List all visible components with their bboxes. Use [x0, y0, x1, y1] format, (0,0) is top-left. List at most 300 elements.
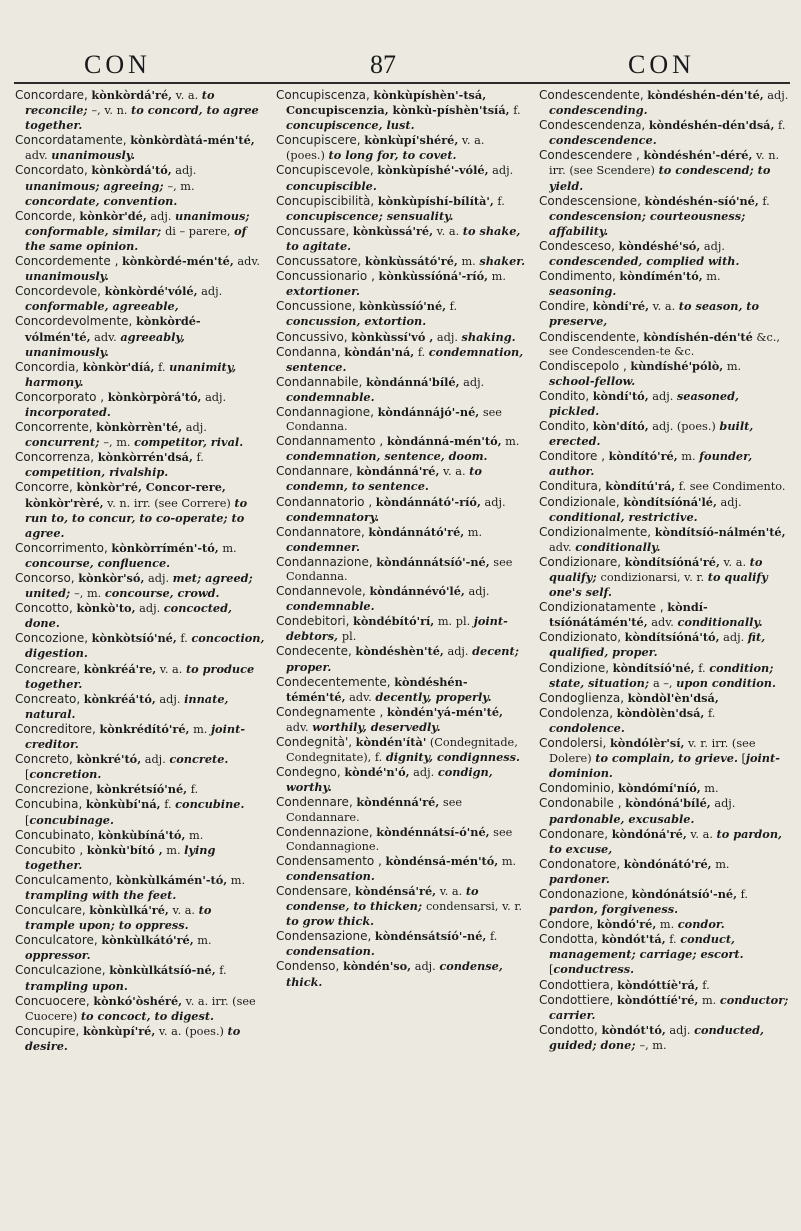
entry-pronunciation: kònkòr'dé, — [79, 208, 147, 223]
entry-pronunciation: kònkòr'díá, — [82, 359, 155, 374]
entry-grammar: f. — [417, 345, 429, 359]
dictionary-entry — [539, 600, 789, 630]
dictionary-entry — [15, 873, 265, 903]
entry-definition: decently, properly. — [375, 689, 492, 704]
dictionary-entry — [539, 887, 789, 917]
entry-headword: Condegnità', — [276, 735, 353, 750]
entry-definition: concupiscible. — [286, 178, 377, 193]
dictionary-entry — [276, 854, 526, 884]
entry-pronunciation: kòndánná'bílé, — [365, 374, 460, 389]
entry-headword: Condenso, — [276, 959, 340, 974]
entry-definition: conductor; carrier. — [549, 992, 789, 1022]
dictionary-entry — [539, 978, 789, 993]
dictionary-entry — [539, 781, 789, 796]
entry-definition: concourse, crowd. — [104, 586, 220, 601]
entry-definition: condescension; courteousness; affability. — [549, 208, 746, 238]
entry-grammar: f. — [180, 632, 192, 646]
entry-grammar: see Condannare. — [286, 796, 463, 824]
dictionary-entry — [539, 359, 789, 389]
entry-headword: Condescendenza, — [539, 118, 646, 133]
entry-headword: Condegno, — [276, 765, 341, 780]
entry-pronunciation: kòndánnévó'lé, — [369, 584, 465, 599]
entry-pronunciation: kòndónátó'ré, — [623, 856, 712, 871]
entry-definition: concretion. — [29, 767, 102, 782]
entry-definition: school-fellow. — [549, 373, 636, 388]
entry-grammar: [ — [737, 752, 746, 766]
entry-definition: to long for, to covet. — [328, 148, 457, 163]
entry-pronunciation: kòndé'n'ó, — [344, 765, 410, 780]
entry-headword: Concubina, — [15, 797, 83, 812]
entry-grammar: see Condanna. — [286, 405, 502, 434]
entry-grammar: –, m. — [103, 436, 135, 450]
entry-pronunciation: kònkùlkámén'-tó, — [115, 872, 228, 887]
entry-grammar: adv. — [286, 720, 313, 734]
entry-grammar: adj. — [139, 602, 164, 616]
entry-definition: joint-dominion. — [549, 751, 780, 781]
entry-pronunciation: kònkòrrímén'-tó, — [111, 540, 219, 555]
entry-definition: seasoning. — [549, 284, 617, 299]
entry-headword: Concupiscevole, — [276, 163, 374, 178]
entry-headword: Condannagione, — [276, 404, 374, 419]
entry-headword: Condottiera, — [539, 977, 614, 992]
dictionary-entry — [15, 692, 265, 722]
entry-pronunciation: kònkùbíná'tó, — [97, 827, 186, 842]
entry-pronunciation: kònkòrrèn'té, — [96, 420, 183, 435]
entry-definition: condolence. — [549, 720, 625, 735]
dictionary-entry — [276, 555, 526, 584]
entry-grammar: adj. — [159, 692, 185, 706]
entry-headword: Condonare, — [539, 826, 609, 841]
entry-definition: agreeably, unanimously. — [25, 329, 185, 359]
dictionary-entry — [15, 284, 265, 314]
entry-headword: Concuocere, — [15, 993, 90, 1008]
entry-pronunciation: kòndénsátsíó'-né, — [374, 929, 487, 944]
entry-definition: trampling upon. — [25, 978, 128, 993]
entry-headword: Concussione, — [276, 299, 356, 314]
entry-grammar: adv. — [25, 149, 52, 163]
dictionary-entry — [15, 163, 265, 208]
entry-definition: pardoner. — [549, 871, 610, 886]
entry-pronunciation: kòndén'so, — [342, 959, 412, 974]
entry-headword: Condotto, — [539, 1022, 598, 1037]
entry-grammar: adj. — [720, 495, 742, 509]
entry-pronunciation: kònkò'to, — [76, 601, 136, 616]
entry-headword: Condito, — [539, 419, 590, 434]
entry-definition: extortioner. — [286, 284, 360, 299]
dictionary-entry — [276, 163, 526, 193]
dictionary-entry — [276, 345, 526, 375]
dictionary-entry — [539, 525, 789, 555]
entry-pronunciation: kòndénsá-mén'tó, — [385, 853, 499, 868]
entry-headword: Condore, — [539, 917, 594, 932]
entry-pronunciation: kònkùssátó'ré, — [364, 254, 458, 269]
dictionary-entry — [539, 706, 789, 736]
entry-pronunciation: kòndítú'rá, — [605, 479, 676, 494]
entry-headword: Concubito , — [15, 842, 84, 857]
entry-headword: Condolersi, — [539, 736, 607, 751]
entry-headword: Condonazione, — [539, 886, 629, 901]
entry-grammar: adj. — [150, 209, 176, 223]
entry-headword: Condottiere, — [539, 992, 614, 1007]
entry-definition: to reconcile; — [25, 88, 215, 118]
dictionary-entry — [276, 269, 526, 299]
entry-definition: of the same opinion. — [25, 223, 247, 253]
dictionary-entry — [539, 993, 789, 1023]
dictionary-entry — [539, 194, 789, 239]
entry-headword: Condiscendente, — [539, 329, 640, 344]
entry-definition: competitor, rival. — [134, 435, 244, 450]
dictionary-entry — [276, 584, 526, 614]
entry-grammar: v. a. — [723, 555, 750, 569]
entry-pronunciation: kònkréá'tó, — [83, 691, 156, 706]
dictionary-entry — [15, 722, 265, 752]
page-number: 87 — [370, 50, 396, 79]
entry-definition: condemnatory. — [286, 509, 380, 524]
entry-pronunciation: kòndítsíóná'tó, — [624, 630, 720, 645]
entry-grammar: di – parere, — [165, 224, 235, 238]
entry-definition: conditionally. — [677, 615, 763, 630]
entry-grammar: adj. (poes.) — [652, 420, 720, 434]
entry-definition: upon condition. — [676, 675, 776, 690]
entry-definition: to qualify one's self. — [549, 570, 768, 600]
entry-definition: condense, thick. — [286, 959, 503, 989]
entry-pronunciation: kòndómí'níó, — [618, 781, 701, 796]
entry-pronunciation: kònkréá're, — [83, 661, 157, 676]
dictionary-entry — [539, 239, 789, 269]
entry-grammar: m. — [681, 450, 700, 464]
entry-grammar: m. — [189, 828, 204, 842]
entry-grammar: v. a. — [175, 89, 202, 102]
entry-grammar: adj. — [723, 631, 748, 645]
dictionary-entry — [15, 963, 265, 993]
entry-pronunciation: kòndímén'tó, — [619, 269, 703, 284]
entry-grammar: adj. — [669, 1023, 695, 1037]
entry-headword: Condannamento , — [276, 434, 384, 449]
entry-headword: Conditura, — [539, 479, 602, 494]
dictionary-entry — [15, 903, 265, 933]
entry-pronunciation: kòndán'ná, — [344, 344, 415, 359]
entry-definition: shaker. — [479, 254, 526, 269]
entry-grammar: adj. — [767, 89, 789, 102]
entry-headword: Concordato, — [15, 163, 88, 178]
entry-pronunciation: kònkòrdá'ré, — [91, 88, 173, 102]
entry-grammar: f. — [190, 783, 199, 797]
entry-headword: Condannazione, — [276, 554, 373, 569]
dictionary-entry — [539, 555, 789, 600]
dictionary-entry — [539, 148, 789, 193]
entry-headword: Condiscepolo , — [539, 358, 627, 373]
dictionary-entry — [539, 389, 789, 419]
entry-definition: condemner. — [286, 539, 360, 554]
dictionary-entry — [539, 330, 789, 359]
entry-pronunciation: kònkùlkátsíó-né, — [109, 963, 216, 978]
entry-pronunciation: kònkrédító'ré, — [99, 721, 190, 736]
entry-headword: Condebitori, — [276, 614, 350, 629]
entry-pronunciation: kònkùpíshí-bílítà', — [377, 193, 494, 208]
entry-definition: unanimously. — [25, 269, 109, 284]
entry-headword: Condennare, — [276, 795, 353, 810]
entry-definition: concubinage. — [29, 812, 114, 827]
entry-grammar: adj. — [492, 164, 514, 178]
entry-definition: condemnable. — [286, 599, 375, 614]
dictionary-entry — [539, 449, 789, 479]
entry-definition: to condense, to thicken; — [286, 883, 479, 914]
entry-definition: to season, to preserve, — [549, 299, 760, 329]
entry-pronunciation: kòndéshén-dén'té, — [647, 88, 764, 102]
entry-headword: Condizionalmente, — [539, 524, 652, 539]
entry-pronunciation: kòndébító'rí, — [353, 614, 435, 629]
dictionary-entry — [276, 330, 526, 345]
entry-grammar: v. a. — [436, 224, 463, 238]
entry-pronunciation: kòndénnátsí-ó'né, — [376, 824, 490, 839]
entry-definition: joint-debtors, — [286, 614, 508, 644]
entry-headword: Concordatamente, — [15, 133, 127, 148]
entry-pronunciation: kòndéshén'-déré, — [643, 148, 753, 163]
entry-headword: Concussatore, — [276, 254, 362, 269]
entry-pronunciation: kòndítsíóná'ré, — [624, 554, 720, 569]
entry-headword: Concorporato , — [15, 389, 105, 404]
entry-definition: to run to, to concur, to co-operate; to agree. — [25, 495, 248, 540]
entry-grammar: adj. — [144, 753, 170, 767]
entry-headword: Condennazione, — [276, 824, 373, 839]
entry-definition: concrete. — [169, 752, 229, 767]
entry-grammar: adv. — [237, 255, 261, 269]
entry-headword: Concussionario , — [276, 269, 375, 284]
entry-pronunciation: kòndóttíè'rá, — [617, 977, 699, 992]
entry-headword: Concordemente , — [15, 254, 119, 269]
entry-pronunciation: kònkòrdé'vólé, — [104, 284, 198, 299]
entry-grammar: f. see Condimento. — [678, 480, 786, 494]
entry-pronunciation: kònkù'bító , — [86, 842, 163, 857]
entry-headword: Condecente, — [276, 644, 352, 659]
entry-grammar: m. — [193, 722, 211, 736]
entry-definition: fit, qualified, proper. — [549, 630, 766, 660]
entry-grammar: m. — [726, 359, 742, 373]
entry-grammar: v. a. — [443, 465, 470, 479]
entry-headword: Concreto, — [15, 752, 73, 767]
dictionary-entry — [15, 541, 265, 571]
entry-headword: Concupiscenza, — [276, 88, 370, 102]
entry-headword: Condonabile , — [539, 796, 622, 811]
dictionary-entry — [15, 254, 265, 284]
entry-definition: met; agreed; united; — [25, 571, 253, 601]
entry-grammar: v. r. irr. (see Dolere) — [549, 737, 756, 766]
dictionary-entry — [15, 88, 265, 133]
dictionary-entry — [276, 825, 526, 854]
dictionary-entry — [276, 884, 526, 929]
entry-grammar: m. — [505, 435, 520, 449]
entry-grammar: adv. — [549, 540, 576, 554]
entry-grammar: m. — [467, 525, 483, 539]
entry-pronunciation: kònkòrdá'tó, — [91, 163, 172, 178]
entry-headword: Concubinato, — [15, 827, 95, 842]
entry-pronunciation: kòndí'ré, — [592, 299, 650, 314]
entry-pronunciation: kòndíshén-dén'té — [643, 329, 753, 344]
entry-definition: lying together. — [25, 842, 216, 872]
entry-definition: concourse, confluence. — [25, 555, 171, 570]
entry-definition: condemnation, sentence. — [286, 344, 524, 374]
entry-definition: to condescend; to yield. — [549, 163, 771, 193]
entry-grammar: –, v. n. — [91, 104, 132, 118]
entry-pronunciation: kòndòlèn'dsá, — [616, 705, 705, 720]
entry-grammar: [ — [25, 813, 30, 827]
entry-definition: condescending. — [549, 103, 648, 118]
entry-grammar: condensarsi, v. r. — [425, 900, 523, 914]
entry-headword: Concozione, — [15, 631, 89, 646]
dictionary-entry — [276, 705, 526, 735]
dictionary-entry — [276, 795, 526, 824]
entry-headword: Concorre, — [15, 480, 73, 495]
entry-definition: conditionally. — [575, 539, 661, 554]
dictionary-entry — [276, 495, 526, 525]
entry-grammar: (Condegnitade, Condegnitate), f. — [286, 736, 518, 765]
entry-headword: Concorso, — [15, 571, 75, 585]
entry-definition: condescended, complied with. — [549, 254, 740, 269]
entry-grammar: f. — [196, 451, 204, 465]
dictionary-entry — [15, 601, 265, 631]
entry-headword: Condescensione, — [539, 193, 641, 208]
dictionary-entry — [539, 736, 789, 781]
entry-pronunciation: kòndánná-mén'tó, — [386, 434, 502, 449]
entry-grammar: –, m. — [639, 1038, 667, 1052]
entry-pronunciation: kònkòr'ré, Concor-rere, kònkòr'rèré, — [25, 480, 226, 510]
entry-definition: oppressor. — [25, 948, 91, 963]
entry-headword: Condecentemente, — [276, 674, 391, 689]
entry-pronunciation: kòndéshé'só, — [618, 238, 701, 253]
entry-headword: Concupiscibilità, — [276, 193, 375, 208]
entry-grammar: adj. — [413, 766, 438, 780]
entry-grammar: v. n. irr. (see Scendere) — [549, 149, 780, 178]
dictionary-entry — [15, 133, 265, 163]
entry-pronunciation: kònkùssá'ré, — [352, 223, 434, 238]
entry-grammar: adv. — [651, 616, 678, 630]
dictionary-entry — [15, 360, 265, 390]
entry-grammar: adj. — [714, 797, 736, 811]
entry-grammar: v. a. — [439, 884, 466, 898]
entry-definition: decent; proper. — [286, 644, 519, 674]
entry-definition: to pardon, to excuse, — [549, 826, 782, 856]
entry-headword: Condanna, — [276, 344, 341, 359]
entry-grammar: v. a. — [652, 300, 679, 314]
entry-headword: Condensazione, — [276, 929, 372, 944]
dictionary-entry — [539, 932, 789, 977]
entry-definition: concussion, extortion. — [286, 314, 427, 329]
entry-pronunciation: kòndítsíó-nálmén'té, — [654, 524, 786, 539]
entry-pronunciation: kòndén'ítà' — [355, 735, 427, 750]
entry-grammar: m. — [701, 993, 720, 1007]
dictionary-entry — [539, 661, 789, 691]
entry-definition: to trample upon; to oppress. — [25, 903, 212, 933]
entry-definition: innate, natural. — [25, 691, 229, 721]
entry-pronunciation: kòndítsíóná'lé, — [623, 494, 717, 509]
entry-grammar: adv. — [94, 330, 121, 344]
entry-headword: Condimento, — [539, 269, 616, 284]
entry-definition: unanimous; agreeing; — [25, 178, 168, 193]
entry-definition: concocted, done. — [25, 601, 232, 631]
dictionary-entry — [539, 796, 789, 826]
dictionary-entry — [276, 133, 526, 163]
entry-grammar: v. a. (poes.) — [286, 134, 485, 163]
entry-headword: Condizionato, — [539, 630, 622, 645]
entry-grammar: f. — [164, 798, 176, 812]
entry-grammar: adj. — [468, 585, 490, 599]
header-rule — [14, 82, 790, 84]
entry-grammar: v. a. (poes.) — [158, 1024, 228, 1038]
entry-pronunciation: kòndítsíó'né, — [612, 660, 695, 675]
entry-pronunciation: kònkùssí'vó , — [351, 329, 434, 344]
entry-definition: condition; state, situation; — [549, 660, 774, 690]
dictionary-entry — [539, 917, 789, 932]
dictionary-entry — [15, 450, 265, 480]
entry-headword: Concorrimento, — [15, 540, 108, 555]
entry-grammar: [ — [549, 963, 554, 977]
entry-grammar: m. — [491, 270, 506, 284]
entry-grammar: m. — [222, 541, 237, 555]
entry-grammar: f. — [497, 194, 505, 208]
entry-pronunciation: kòndòl'èn'dsá, — [627, 690, 719, 705]
dictionary-entry — [276, 88, 526, 133]
entry-definition: conformable, agreeable, — [25, 299, 179, 314]
entry-grammar: f. — [449, 300, 458, 314]
dictionary-entry — [15, 390, 265, 420]
dictionary-entry — [539, 88, 789, 118]
entry-headword: Condannatorio , — [276, 494, 373, 509]
entry-headword: Condire, — [539, 299, 590, 314]
entry-headword: Concussivo, — [276, 329, 348, 344]
entry-grammar: see Condannagione. — [286, 825, 513, 853]
entry-grammar: adj. — [463, 375, 485, 389]
entry-grammar: condizionarsi, v. r. — [600, 571, 708, 584]
entry-grammar: m. — [715, 857, 730, 871]
entry-grammar: f. — [740, 887, 749, 901]
entry-definition: to produce together. — [25, 661, 255, 691]
entry-headword: Condizione, — [539, 660, 610, 675]
entry-pronunciation: kòndénsá'ré, — [355, 883, 437, 898]
entry-definition: concupiscence; sensuality. — [286, 208, 454, 223]
entry-headword: Condegnamente , — [276, 704, 384, 719]
dictionary-entry — [539, 857, 789, 887]
entry-headword: Concussare, — [276, 223, 350, 238]
dictionary-entry — [15, 1024, 265, 1054]
entry-headword: Concordevolmente, — [15, 314, 133, 329]
entry-grammar: adj. — [703, 239, 725, 253]
entry-definition: condemnation, sentence, doom. — [286, 449, 488, 464]
entry-definition: incorporated. — [25, 404, 111, 419]
entry-headword: Conculcazione, — [15, 963, 106, 978]
entry-headword: Condescendente, — [539, 88, 644, 102]
entry-pronunciation: kòndí'tó, — [592, 388, 649, 403]
dictionary-entry — [276, 299, 526, 329]
entry-headword: Condizionatamente , — [539, 600, 664, 615]
entry-pronunciation: kòndót'tó, — [601, 1022, 666, 1037]
entry-definition: unanimous; conformable, similar; — [25, 208, 250, 238]
entry-pronunciation: kòndéshén-témén'té, — [286, 674, 468, 704]
dictionary-entry — [276, 405, 526, 434]
entry-grammar: pl. — [341, 630, 357, 644]
entry-grammar: adj. — [414, 960, 440, 974]
dictionary-entry — [276, 464, 526, 494]
entry-grammar: adj. — [185, 421, 207, 435]
entry-pronunciation: kòndóná'ré, — [611, 826, 687, 841]
entry-definition: worthily, deservedly. — [312, 719, 441, 734]
entry-pronunciation: kòndóttíé'ré, — [616, 992, 699, 1007]
entry-pronunciation: kùndíshé'pólò, — [630, 358, 724, 373]
entry-pronunciation: kòndén'yá-mén'té, — [386, 704, 503, 719]
dictionary-entry — [276, 929, 526, 959]
entry-pronunciation: kòndó'ré, — [596, 917, 657, 932]
entry-headword: Condonatore, — [539, 856, 621, 871]
entry-definition: condign, worthy. — [286, 765, 493, 795]
